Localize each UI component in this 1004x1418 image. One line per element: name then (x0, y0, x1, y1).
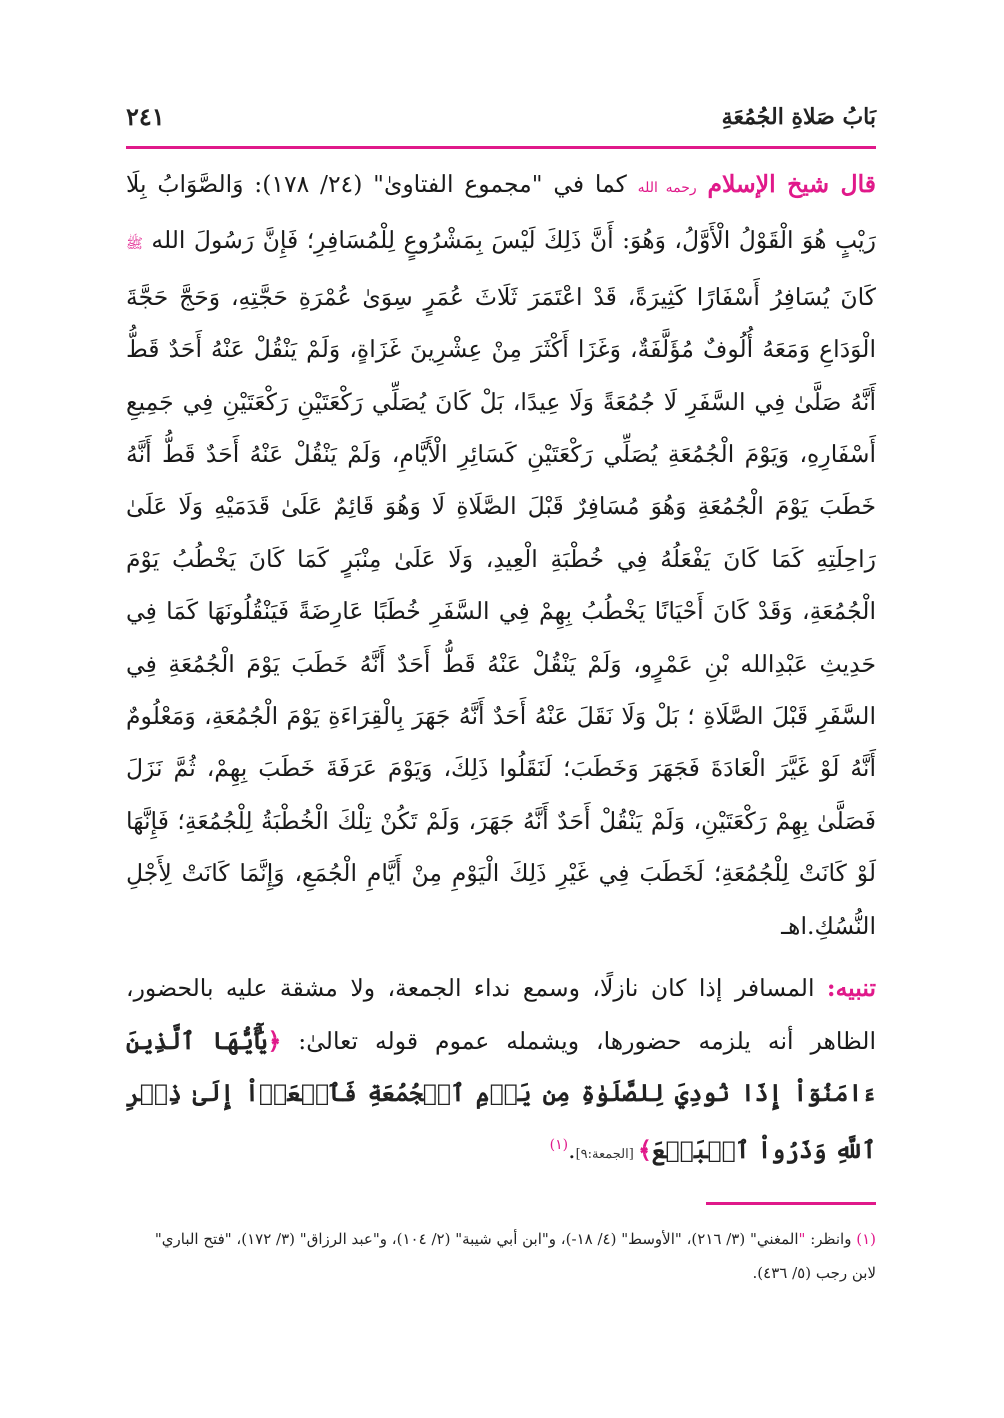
footnote-ref-4: (٣/ ١٧٢)، (231, 1230, 300, 1248)
footnote-source-4: "عبد الرزاق" (299, 1230, 380, 1248)
page-header (126, 100, 876, 144)
page-number: ٢٤١ (126, 102, 165, 131)
footnote-number: (١) (856, 1230, 876, 1248)
footnote-divider (706, 1202, 876, 1205)
chapter-title: بَابُ صَلاةِ الجُمُعَةِ (721, 104, 876, 130)
footnote-quote-open: " (798, 1230, 806, 1248)
footnote-intro: وانظر: (805, 1230, 857, 1248)
main-text (126, 158, 876, 1182)
footnote-source-2: "الأوسط" (621, 1230, 682, 1248)
footnote-marker: (١) (549, 1137, 569, 1154)
footnote-source-1: المغني (756, 1230, 799, 1248)
notice-paragraph (126, 962, 876, 1181)
source-title: مجموع الفتاوىٰ (383, 170, 532, 198)
verse-reference: [الجمعة:٩] (575, 1147, 638, 1163)
salawat-mark: ﷺ (126, 236, 143, 253)
intro-text: كما في (542, 170, 627, 198)
quote-text-a: وَالصَّوَابُ بِلَا رَيْبٍ هُوَ الْقَوْلُ الْأَوَّلُ، وَهُوَ: أَنَّ ذَلِكَ لَيْسَ بِمَشْرُوعٍ لِلْمُسَافِرِ؛ فَإِنَّ رَسُولَ الله (126, 170, 876, 255)
footnote-ref-5: لابن رجب (٥/ ٤٣٦). (752, 1264, 876, 1282)
header-divider (126, 146, 876, 149)
footnote-source-5: "فتح الباري" (154, 1230, 232, 1248)
quran-bracket-open: ﴿ (267, 1026, 282, 1055)
quran-bracket-close: ﴾ (637, 1136, 652, 1165)
quote-paragraph: قال شيخ الإسلام رحمه الله كما في "مجموع الفتاوىٰ" (٢٤/ ١٧٨): وَالصَّوَابُ بِلَا رَيْبٍ هُوَ الْقَوْلُ الْأَوَّلُ، وَهُوَ: أَنَّ ذَلِكَ لَيْسَ بِمَشْرُوعٍ لِلْمُسَافِرِ؛ فَإِنَّ رَسُولَ الله ﷺ كَانَ يُسَافِرُ أَسْفَارًا كَثِيرَةً، قَدْ اعْتَمَرَ ثَلَاثَ عُمَرٍ سِوَىٰ عُمْرَةِ حَجَّتِهِ، وَحَجَّ حَجَّةَ الْوَدَاعِ وَمَعَهُ أُلُوفٌ مُؤَلَّفَةٌ، وَغَزَا أَكْثَرَ مِنْ عِشْرِينَ غَزَاةٍ، وَلَمْ يَنْقُلْ عَنْهُ أَحَدٌ قَطُّ أَنَّهُ صَلَّىٰ فِي السَّفَرِ لَا جُمُعَةً وَلَا عِيدًا، بَلْ كَانَ يُصَلِّي رَكْعَتَيْنِ رَكْعَتَيْنِ فِي جَمِيعِ أَسْفَارِهِ، وَيَوْمَ الْجُمُعَةِ يُصَلِّي رَكْعَتَيْنِ كَسَائِرِ الْأَيَّامِ، وَلَمْ يَنْقُلْ عَنْهُ أَحَدٌ قَطُّ أَنَّهُ خَطَبَ يَوْمَ الْجُمُعَةِ وَهُوَ مُسَافِرٌ قَبْلَ الصَّلَاةِ لَا وَهُوَ قَائِمٌ عَلَىٰ قَدَمَيْهِ وَلَا عَلَىٰ رَاحِلَتِهِ كَمَا كَانَ يَفْعَلُهُ فِي خُطْبَةِ الْعِيدِ، وَلَا عَلَىٰ مِنْبَرٍ كَمَا كَانَ يَخْطُبُ يَوْمَ الْجُمُعَةِ، وَقَدْ كَانَ أَحْيَانًا يَخْطُبُ بِهِمْ فِي السَّفَرِ خُطَبًا عَارِضَةً فَيَنْقُلُونَهَا كَمَا فِي حَدِيثِ عَبْدِالله بْنِ عَمْرٍو، وَلَمْ يَنْقُلْ عَنْهُ قَطُّ أَحَدٌ أَنَّهُ خَطَبَ يَوْمَ الْجُمُعَةِ فِي السَّفَرِ قَبْلَ الصَّلَاةِ ؛ بَلْ وَلَا نَقَلَ عَنْهُ أَحَدٌ أَنَّهُ جَهَرَ بِالْقِرَاءَةِ يَوْمَ الْجُمُعَةِ، وَمَعْلُومٌ أَنَّهُ لَوْ غَيَّرَ الْعَادَةَ فَجَهَرَ وَخَطَبَ؛ لَنَقَلُوا ذَلِكَ، وَيَوْمَ عَرَفَةَ خَطَبَ بِهِمْ، ثُمَّ نَزَلَ فَصَلَّىٰ بِهِمْ رَكْعَتَيْنِ، وَلَمْ يَنْقُلْ أَحَدٌ أَنَّهُ جَهَرَ، وَلَمْ تَكُنْ تِلْكَ الْخُطْبَةُ لِلْجُمُعَةِ؛ فَإِنَّهَا لَوْ كَانَتْ لِلْجُمُعَةِ؛ لَخَطَبَ فِي غَيْرِ ذَلِكَ الْيَوْمِ مِنْ أَيَّامِ الْجُمَعِ، وَإِنَّمَا كَانَتْ لِأَجْلِ النُّسُكِ.اهـ (126, 170, 877, 940)
quote-text-b: كَانَ يُسَافِرُ أَسْفَارًا كَثِيرَةً، قَدْ اعْتَمَرَ ثَلَاثَ عُمَرٍ سِوَىٰ عُمْرَةِ حَجَّتِهِ، وَحَجَّ حَجَّةَ الْوَدَاعِ وَمَعَهُ أُلُوفٌ مُؤَلَّفَةٌ، وَغَزَا أَكْثَرَ مِنْ عِشْرِينَ غَزَاةٍ، وَلَمْ يَنْقُلْ عَنْهُ أَحَدٌ قَطُّ أَنَّهُ صَلَّىٰ فِي السَّفَرِ لَا جُمُعَةً وَلَا عِيدًا، بَلْ كَانَ يُصَلِّي رَكْعَتَيْنِ رَكْعَتَيْنِ فِي جَمِيعِ أَسْفَارِهِ، وَيَوْمَ الْجُمُعَةِ يُصَلِّي رَكْعَتَيْنِ كَسَائِرِ الْأَيَّامِ، وَلَمْ يَنْقُلْ عَنْهُ أَحَدٌ قَطُّ أَنَّهُ خَطَبَ يَوْمَ الْجُمُعَةِ وَهُوَ مُسَافِرٌ قَبْلَ الصَّلَاةِ لَا وَهُوَ قَائِمٌ عَلَىٰ قَدَمَيْهِ وَلَا عَلَىٰ رَاحِلَتِهِ كَمَا كَانَ يَفْعَلُهُ فِي خُطْبَةِ الْعِيدِ، وَلَا عَلَىٰ مِنْبَرٍ كَمَا كَانَ يَخْطُبُ يَوْمَ الْجُمُعَةِ، وَقَدْ كَانَ أَحْيَانًا يَخْطُبُ بِهِمْ فِي السَّفَرِ خُطَبًا عَارِضَةً فَيَنْقُلُونَهَا كَمَا فِي حَدِيثِ عَبْدِالله بْنِ عَمْرٍو، وَلَمْ يَنْقُلْ عَنْهُ قَطُّ أَحَدٌ أَنَّهُ خَطَبَ يَوْمَ الْجُمُعَةِ فِي السَّفَرِ قَبْلَ الصَّلَاةِ ؛ بَلْ وَلَا نَقَلَ عَنْهُ أَحَدٌ أَنَّهُ جَهَرَ بِالْقِرَاءَةِ يَوْمَ الْجُمُعَةِ، وَمَعْلُومٌ أَنَّهُ لَوْ غَيَّرَ الْعَادَةَ فَجَهَرَ وَخَطَبَ؛ لَنَقَلُوا ذَلِكَ، وَيَوْمَ عَرَفَةَ خَطَبَ بِهِمْ، ثُمَّ نَزَلَ فَصَلَّىٰ بِهِمْ رَكْعَتَيْنِ، وَلَمْ يَنْقُلْ أَحَدٌ أَنَّهُ جَهَرَ، وَلَمْ تَكُنْ تِلْكَ الْخُطْبَةُ لِلْجُمُعَةِ؛ فَإِنَّهَا لَوْ كَانَتْ لِلْجُمُعَةِ؛ لَخَطَبَ فِي غَيْرِ ذَلِكَ الْيَوْمِ مِنْ أَيَّامِ الْجُمَعِ، وَإِنَّمَا كَانَتْ لِأَجْلِ النُّسُكِ.اهـ (126, 282, 876, 940)
quran-verse: يَٰٓأَيُّهَا ٱلَّذِينَ ءَامَنُوٓاْ إِذَا نُودِيَ لِلصَّلَوٰةِ مِن يَوۡمِ ٱلۡجُمُعَةِ فَٱسۡعَوۡاْ إِلَىٰ ذِكۡرِ ٱللَّهِ وَذَرُواْ ٱلۡبَيۡعَ (126, 1026, 876, 1165)
honorific-mark: رحمه الله (637, 180, 697, 196)
source-reference: (٢٤/ ١٧٨): (243, 170, 374, 198)
footnote-source-3: "ابن أبي شيبة" (455, 1230, 549, 1248)
footnote-ref-1: " (٣/ ٢١٦)، (681, 1230, 757, 1248)
footnote-ref-2: (٤/ ١٨-)، و (548, 1230, 622, 1248)
notice-text: المسافر إذا كان نازلًا، وسمع نداء الجمعة، ولا مشقة عليه بالحضور، الظاهر أنه يلزمه حضورها، ويشمله عموم قوله تعالىٰ: (126, 974, 876, 1055)
footnote (126, 1222, 876, 1290)
speaker-label: قال شيخ الإسلام (707, 170, 877, 198)
notice-label: تنبيه: (826, 974, 876, 1003)
sentence-end: . (568, 1136, 576, 1165)
footnote-ref-3: (٢/ ١٠٤)، و (379, 1230, 456, 1248)
